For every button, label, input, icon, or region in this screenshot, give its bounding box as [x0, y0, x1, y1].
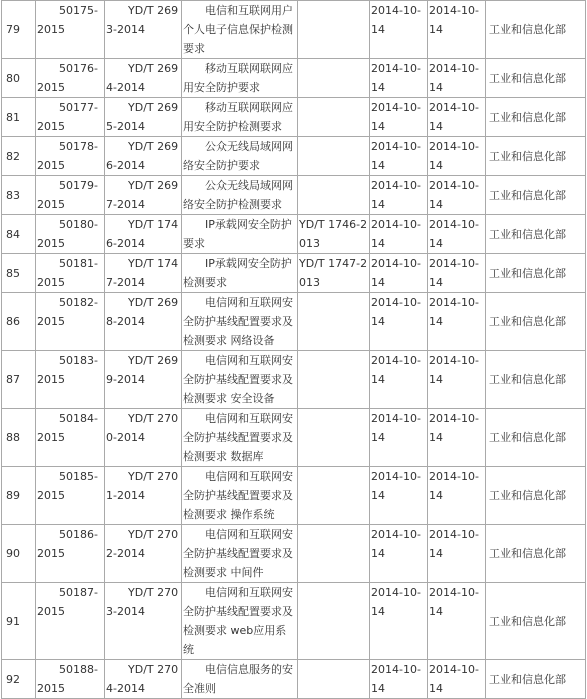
row-index-cell: 91 [2, 583, 36, 660]
standard-number-cell [105, 525, 182, 583]
row-index-cell: 79 [2, 1, 36, 59]
replaced-standard-cell [298, 467, 370, 525]
replaced-standard-cell [298, 660, 370, 699]
row-index-cell: 82 [2, 137, 36, 176]
standard-name-text: 移动互联网联网应用安全防护要求 [183, 62, 293, 94]
standard-name-cell [182, 176, 298, 215]
record-number-text: 50180-2015 [37, 218, 98, 250]
standard-number-cell [105, 137, 182, 176]
record-number-cell [36, 409, 105, 467]
standard-name-cell [182, 98, 298, 137]
standard-number-cell [105, 583, 182, 660]
row-index-cell: 80 [2, 59, 36, 98]
implement-date-cell: 2014-10-14 [428, 254, 486, 293]
table-row [2, 1, 586, 59]
record-number-cell [36, 137, 105, 176]
row-index-cell: 86 [2, 293, 36, 351]
standard-name-cell [182, 409, 298, 467]
publish-date-cell: 2014-10-14 [370, 98, 428, 137]
record-number-cell [36, 59, 105, 98]
department-cell: 工业和信息化部 [486, 176, 586, 215]
record-number-cell [36, 467, 105, 525]
standard-number-text: YD/T 2694-2014 [106, 62, 179, 94]
standard-number-cell [105, 660, 182, 699]
publish-date-cell: 2014-10-14 [370, 137, 428, 176]
implement-date-cell: 2014-10-14 [428, 176, 486, 215]
replaced-standard-cell [298, 176, 370, 215]
record-number-text: 50188-2015 [37, 663, 98, 695]
standard-number-text: YD/T 2696-2014 [106, 140, 179, 172]
standard-number-text: YD/T 2698-2014 [106, 296, 179, 328]
record-number-text: 50175-2015 [37, 4, 98, 36]
publish-date-cell: 2014-10-14 [370, 176, 428, 215]
table-row [2, 254, 586, 293]
table-row [2, 660, 586, 699]
standard-name-cell [182, 467, 298, 525]
replaced-standard-cell [298, 137, 370, 176]
standard-name-cell [182, 583, 298, 660]
publish-date-cell: 2014-10-14 [370, 467, 428, 525]
table-row [2, 409, 586, 467]
replaced-standard-cell [298, 409, 370, 467]
record-number-text: 50178-2015 [37, 140, 98, 172]
table-row [2, 59, 586, 98]
row-index-cell: 88 [2, 409, 36, 467]
table-row [2, 215, 586, 254]
publish-date-cell: 2014-10-14 [370, 215, 428, 254]
record-number-text: 50183-2015 [37, 354, 98, 386]
table-row [2, 525, 586, 583]
standard-name-text: 电信网和互联网安全防护基线配置要求及检测要求 中间件 [183, 528, 293, 579]
record-number-text: 50177-2015 [37, 101, 98, 133]
replaced-standard-cell [298, 59, 370, 98]
department-cell: 工业和信息化部 [486, 254, 586, 293]
replaced-standard-cell: YD/T 1747-2013 [298, 254, 370, 293]
standard-name-text: IP承载网安全防护检测要求 [183, 257, 292, 289]
implement-date-cell: 2014-10-14 [428, 293, 486, 351]
standard-number-text: YD/T 1747-2014 [106, 257, 179, 289]
record-number-text: 50186-2015 [37, 528, 98, 560]
replaced-standard-cell [298, 293, 370, 351]
standard-name-cell [182, 215, 298, 254]
standard-number-text: YD/T 2693-2014 [106, 4, 179, 36]
replaced-standard-cell [298, 1, 370, 59]
standard-name-cell [182, 59, 298, 98]
publish-date-cell: 2014-10-14 [370, 409, 428, 467]
standard-name-text: 电信网和互联网安全防护基线配置要求及检测要求 数据库 [183, 412, 293, 463]
implement-date-cell: 2014-10-14 [428, 137, 486, 176]
standard-name-text: 电信网和互联网安全防护基线配置要求及检测要求 操作系统 [183, 470, 293, 521]
publish-date-cell: 2014-10-14 [370, 1, 428, 59]
implement-date-cell: 2014-10-14 [428, 1, 486, 59]
record-number-cell [36, 176, 105, 215]
row-index-cell: 81 [2, 98, 36, 137]
standard-name-text: 电信网和互联网安全防护基线配置要求及检测要求 网络设备 [183, 296, 293, 347]
standard-number-cell [105, 409, 182, 467]
publish-date-cell: 2014-10-14 [370, 525, 428, 583]
standard-name-text: 电信网和互联网安全防护基线配置要求及检测要求 安全设备 [183, 354, 293, 405]
standard-number-text: YD/T 2704-2014 [106, 663, 179, 695]
department-cell: 工业和信息化部 [486, 467, 586, 525]
table-row [2, 351, 586, 409]
implement-date-cell: 2014-10-14 [428, 409, 486, 467]
standard-name-cell [182, 254, 298, 293]
row-index-cell: 89 [2, 467, 36, 525]
row-index-cell: 92 [2, 660, 36, 699]
standard-number-text: YD/T 2697-2014 [106, 179, 179, 211]
department-cell: 工业和信息化部 [486, 1, 586, 59]
standard-number-cell [105, 59, 182, 98]
standard-name-cell [182, 293, 298, 351]
replaced-standard-cell [298, 583, 370, 660]
replaced-standard-cell [298, 98, 370, 137]
record-number-text: 50184-2015 [37, 412, 98, 444]
record-number-text: 50187-2015 [37, 586, 98, 618]
record-number-cell [36, 98, 105, 137]
table-row [2, 583, 586, 660]
department-cell: 工业和信息化部 [486, 215, 586, 254]
record-number-text: 50182-2015 [37, 296, 98, 328]
standard-number-text: YD/T 2695-2014 [106, 101, 179, 133]
standard-name-text: 公众无线局域网网络安全防护要求 [183, 140, 293, 172]
standard-name-cell [182, 351, 298, 409]
department-cell: 工业和信息化部 [486, 583, 586, 660]
replaced-standard-cell [298, 525, 370, 583]
record-number-cell [36, 1, 105, 59]
publish-date-cell: 2014-10-14 [370, 293, 428, 351]
standard-name-text: 电信网和互联网安全防护基线配置要求及检测要求 web应用系统 [183, 586, 293, 656]
publish-date-cell: 2014-10-14 [370, 351, 428, 409]
record-number-cell [36, 583, 105, 660]
implement-date-cell: 2014-10-14 [428, 98, 486, 137]
implement-date-cell: 2014-10-14 [428, 525, 486, 583]
standard-number-cell [105, 98, 182, 137]
table-row [2, 137, 586, 176]
standard-number-text: YD/T 2703-2014 [106, 586, 179, 618]
standard-name-text: 移动互联网联网应用安全防护检测要求 [183, 101, 293, 133]
row-index-cell: 87 [2, 351, 36, 409]
standard-name-cell [182, 1, 298, 59]
standard-name-text: 电信和互联网用户个人电子信息保护检测要求 [183, 4, 293, 55]
implement-date-cell: 2014-10-14 [428, 467, 486, 525]
row-index-cell: 84 [2, 215, 36, 254]
standard-name-text: IP承载网安全防护要求 [183, 218, 292, 250]
department-cell: 工业和信息化部 [486, 59, 586, 98]
department-cell: 工业和信息化部 [486, 351, 586, 409]
department-cell: 工业和信息化部 [486, 660, 586, 699]
standard-name-cell [182, 137, 298, 176]
record-number-cell [36, 351, 105, 409]
publish-date-cell: 2014-10-14 [370, 254, 428, 293]
standard-number-cell [105, 1, 182, 59]
implement-date-cell: 2014-10-14 [428, 660, 486, 699]
record-number-cell [36, 660, 105, 699]
record-number-cell [36, 215, 105, 254]
standard-number-text: YD/T 1746-2014 [106, 218, 179, 250]
publish-date-cell: 2014-10-14 [370, 660, 428, 699]
publish-date-cell: 2014-10-14 [370, 583, 428, 660]
standards-table [1, 0, 586, 699]
record-number-text: 50181-2015 [37, 257, 98, 289]
replaced-standard-cell: YD/T 1746-2013 [298, 215, 370, 254]
record-number-text: 50179-2015 [37, 179, 98, 211]
standard-number-cell [105, 215, 182, 254]
standard-number-cell [105, 351, 182, 409]
department-cell: 工业和信息化部 [486, 98, 586, 137]
table-row [2, 467, 586, 525]
standard-number-text: YD/T 2700-2014 [106, 412, 179, 444]
department-cell: 工业和信息化部 [486, 293, 586, 351]
standard-name-cell [182, 660, 298, 699]
department-cell: 工业和信息化部 [486, 409, 586, 467]
standard-name-text: 电信信息服务的安全准则 [183, 663, 293, 695]
table-body [2, 1, 586, 699]
standard-number-cell [105, 293, 182, 351]
standard-number-text: YD/T 2699-2014 [106, 354, 179, 386]
record-number-cell [36, 525, 105, 583]
row-index-cell: 85 [2, 254, 36, 293]
record-number-cell [36, 254, 105, 293]
implement-date-cell: 2014-10-14 [428, 583, 486, 660]
implement-date-cell: 2014-10-14 [428, 351, 486, 409]
standard-number-text: YD/T 2701-2014 [106, 470, 179, 502]
row-index-cell: 90 [2, 525, 36, 583]
standard-name-cell [182, 525, 298, 583]
implement-date-cell: 2014-10-14 [428, 215, 486, 254]
table-row [2, 98, 586, 137]
department-cell: 工业和信息化部 [486, 137, 586, 176]
standard-name-text: 公众无线局域网网络安全防护检测要求 [183, 179, 293, 211]
standard-number-cell [105, 467, 182, 525]
implement-date-cell: 2014-10-14 [428, 59, 486, 98]
department-cell: 工业和信息化部 [486, 525, 586, 583]
publish-date-cell: 2014-10-14 [370, 59, 428, 98]
replaced-standard-cell [298, 351, 370, 409]
table-row [2, 293, 586, 351]
table-row [2, 176, 586, 215]
standard-number-cell [105, 176, 182, 215]
record-number-cell [36, 293, 105, 351]
row-index-cell: 83 [2, 176, 36, 215]
standard-number-cell [105, 254, 182, 293]
record-number-text: 50176-2015 [37, 62, 98, 94]
standard-number-text: YD/T 2702-2014 [106, 528, 179, 560]
record-number-text: 50185-2015 [37, 470, 98, 502]
